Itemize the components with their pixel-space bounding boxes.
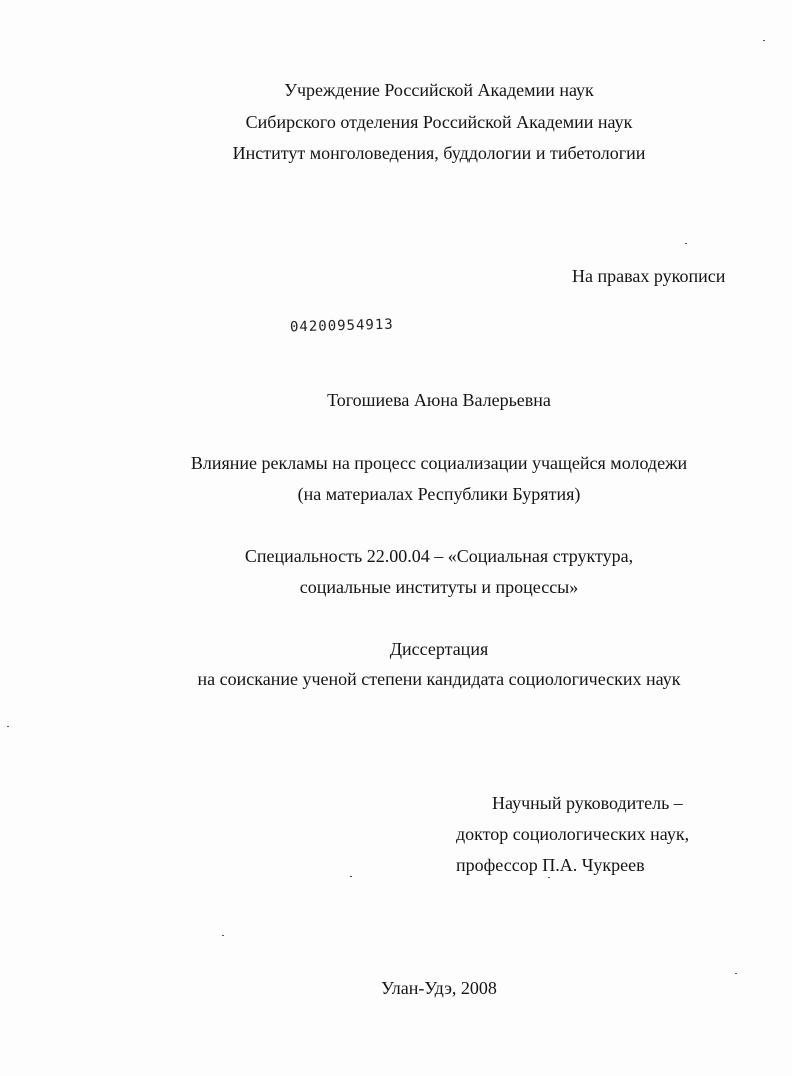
institution-line-1: Учреждение Российской Академии наук xyxy=(284,80,594,100)
title-line-2: (на материалах Республики Бурятия) xyxy=(297,484,581,504)
place-year: Улан-Удэ, 2008 xyxy=(381,978,497,998)
scan-speck xyxy=(685,243,687,244)
author-name: Тогошиева Аюна Валерьевна xyxy=(327,390,551,410)
document-number-stamp: 04200954913 xyxy=(289,316,394,336)
work-type-line-1: Диссертация xyxy=(389,639,489,659)
supervisor-line-2: доктор социологических наук, xyxy=(456,824,690,844)
scan-speck xyxy=(7,726,9,727)
scan-speck xyxy=(763,40,765,41)
supervisor-line-1: Научный руководитель – xyxy=(492,793,683,813)
work-type-line-2: на соискание ученой степени кандидата социологических наук xyxy=(197,669,681,689)
institution-line-2: Сибирского отделения Российской Академии наук xyxy=(245,112,633,132)
rights-note: На правах рукописи xyxy=(572,266,726,286)
specialty-line-2: социальные институты и процессы» xyxy=(299,577,579,597)
scan-speck xyxy=(350,876,352,877)
supervisor-line-3: профессор П.А. Чукреев xyxy=(456,855,645,875)
specialty-line-1: Специальность 22.00.04 – «Социальная структура, xyxy=(244,546,634,566)
title-line-1: Влияние рекламы на процесс социализации учащейся молодежи xyxy=(190,453,688,473)
scan-speck xyxy=(222,935,224,936)
scan-speck xyxy=(735,973,737,974)
institution-line-3: Институт монголоведения, буддологии и тибетологии xyxy=(232,143,646,163)
scan-speck xyxy=(548,877,550,878)
